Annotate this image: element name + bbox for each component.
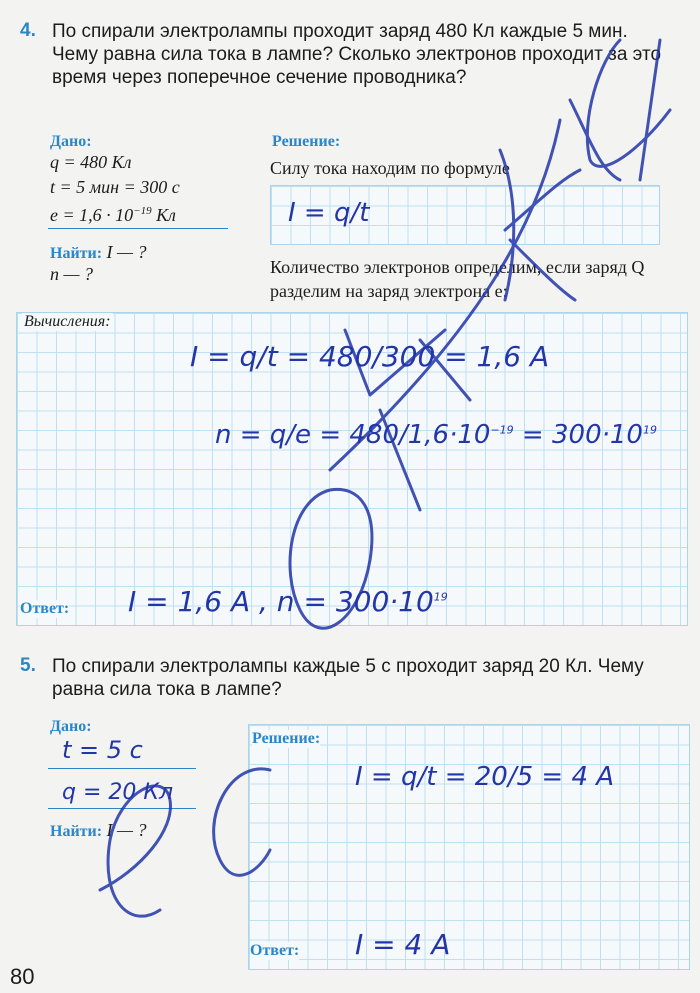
task-5-handwritten-answer: I = 4 A <box>355 928 451 961</box>
task-4-handwritten-answer: I = 1,6 A , $n = 300\cdot 10^{19}$ <box>128 585 448 618</box>
task-5-dano-label: Дано: <box>50 718 92 735</box>
task-4-solution-text-1: Силу тока находим по формуле <box>270 158 510 178</box>
task-4-find-n: n — ? <box>50 264 94 284</box>
task-4-handwritten-formula: I = q/t <box>288 198 370 228</box>
task-4-dano-q: q = 480 Кл <box>50 152 132 172</box>
task-4-dano-label: Дано: <box>50 133 92 150</box>
task-4-calc-label: Вычисления: <box>24 313 111 330</box>
task-4-find: Найти: I — ? <box>50 242 147 262</box>
task-4-text: По спирали электролампы проходит заряд 480 Кл каждые 5 мин. Чему равна сила тока в лампе? Сколько электронов проходит за это время через поперечное сечение проводника? <box>52 21 662 88</box>
task-5-handwritten-dano-q: q = 20 Кл <box>62 780 174 805</box>
task-5-number: 5. <box>20 655 36 676</box>
task-4-dano-t: t = 5 мин = 300 с <box>50 177 180 197</box>
task-4-answer-label: Ответ: <box>20 600 70 617</box>
task-4-handwritten-calc-2: $n = q/e = 480/1,6\cdot 10^{-19} = 300\cdot 10^{19}$ <box>215 420 657 450</box>
task-5-dano-divider-1 <box>48 768 196 769</box>
task-5-handwritten-dano-t: t = 5 c <box>62 736 143 764</box>
task-4-handwritten-calc-1: I = q/t = 480/300 = 1,6 A <box>190 340 550 373</box>
task-4-dano-divider <box>48 228 228 229</box>
task-5-dano-divider-2 <box>48 808 196 809</box>
task-4-solution-text-2: Количество электронов определим, если заряд Q разделим на заряд электрона e: <box>270 257 645 301</box>
task-5-find: Найти: I — ? <box>50 820 147 840</box>
page-number: 80 <box>10 964 35 989</box>
task-5-handwritten-solution: I = q/t = 20/5 = 4 A <box>355 762 615 792</box>
task-4-number: 4. <box>20 20 36 41</box>
task-5-solution-grid <box>248 724 690 970</box>
task-4-solution-label: Решение: <box>272 133 341 150</box>
task-5-answer-label: Ответ: <box>250 942 300 959</box>
task-5-solution-label: Решение: <box>252 730 321 747</box>
task-4-dano-e: $e = 1,6 \cdot 10^{-19}$ Кл <box>50 205 176 225</box>
task-5-text: По спирали электролампы каждые 5 с проходит заряд 20 Кл. Чему равна сила тока в лампе? <box>52 656 644 700</box>
